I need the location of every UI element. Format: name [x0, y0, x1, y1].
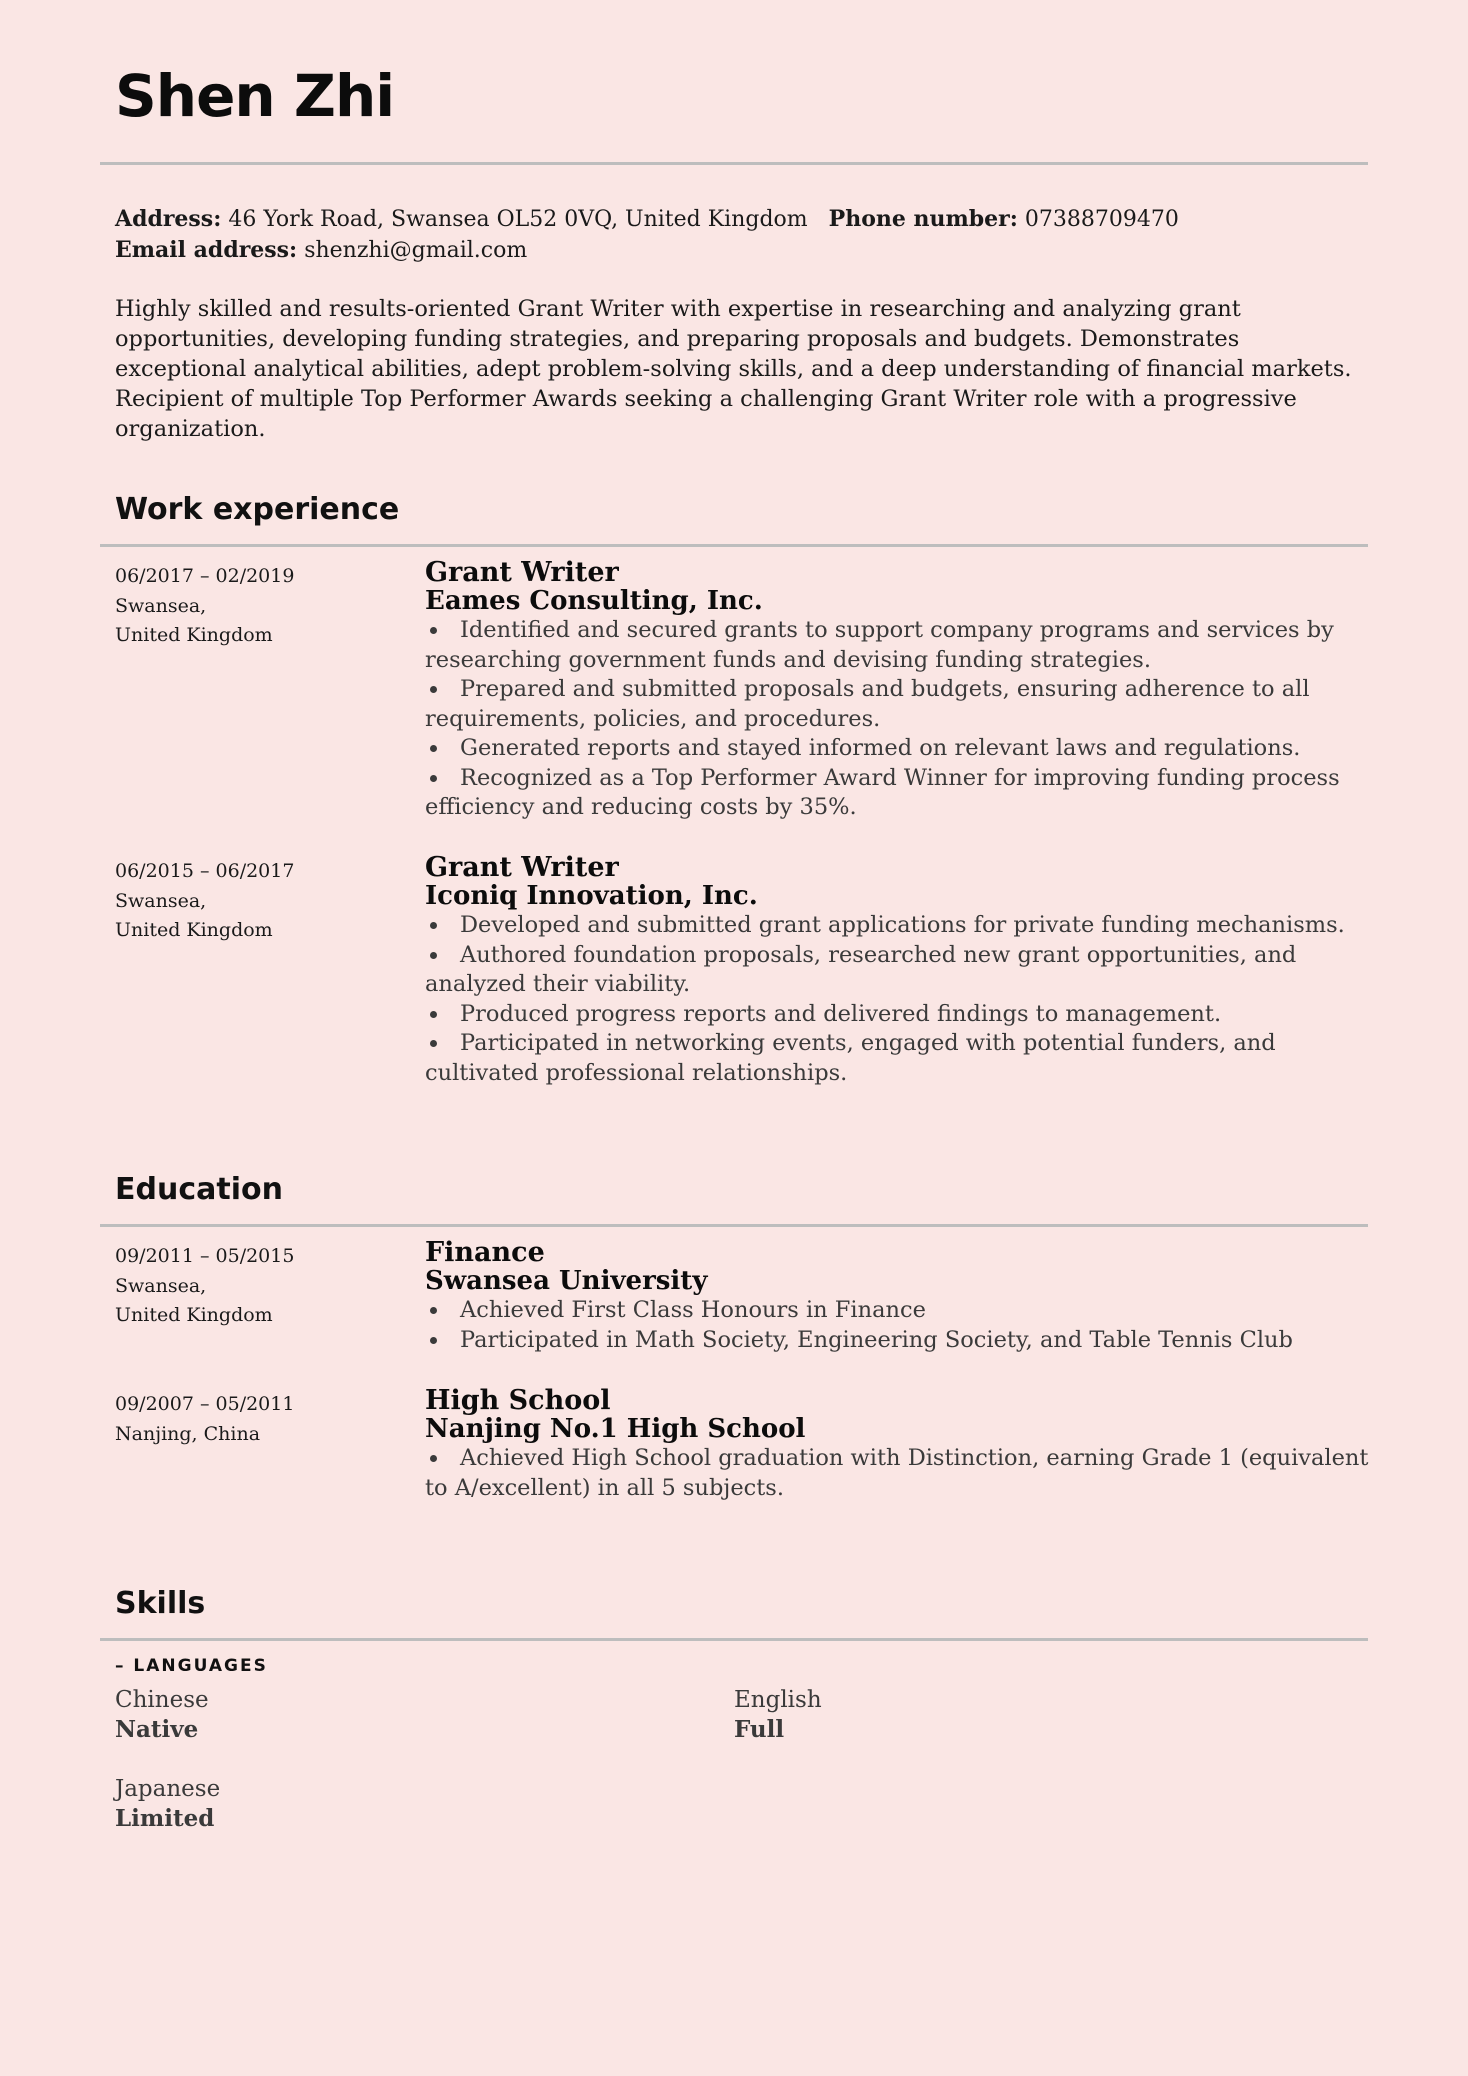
employer-name: Iconiq Innovation, Inc. — [425, 881, 758, 911]
list-item: Generated reports and stayed informed on relevant laws and regulations. — [425, 734, 1370, 764]
achievement-list — [425, 1296, 1370, 1355]
degree-title: Finance — [425, 1237, 545, 1268]
entry-meta — [115, 1390, 415, 1449]
entry-city: Swansea, — [115, 889, 207, 912]
entry-body — [425, 853, 1370, 1088]
section-title-skills: Skills — [115, 1586, 206, 1621]
entry-meta — [115, 857, 415, 946]
contact-block — [115, 204, 1365, 266]
phone-value: 07388709470 — [1024, 207, 1179, 232]
entry-city: Swansea, — [115, 1274, 207, 1297]
job-title: Grant Writer — [425, 557, 619, 588]
language-level: Limited — [115, 1805, 215, 1832]
section-title-education: Education — [115, 1172, 283, 1207]
list-item: Produced progress reports and delivered findings to management. — [425, 1000, 1370, 1030]
language-skill — [734, 1685, 822, 1745]
entry-country: United Kingdom — [115, 919, 273, 941]
institution-name: Swansea University — [425, 1266, 708, 1296]
email-value: shenzhi@gmail.com — [304, 238, 528, 263]
list-item: Developed and submitted grant applications for private funding mechanisms. — [425, 911, 1370, 941]
professional-summary: Highly skilled and results-oriented Grant Writer with expertise in researching and analyzing grant opportunities, developing funding strategies, and preparing proposals and budgets. Demonstrates exceptional analytical abilities, adept problem-solving skills, and a deep understanding of financial markets. Recipient of multiple Top Performer Awards seeking a challenging Grant Writer role with a progressive organization. — [115, 296, 1352, 442]
list-item: Achieved High School graduation with Distinction, earning Grade 1 (equivalent to A/excellent) in all 5 subjects. — [425, 1444, 1370, 1503]
employer-name: Eames Consulting, Inc. — [425, 586, 763, 616]
institution-name: Nanjing No.1 High School — [425, 1414, 806, 1444]
list-item: Identified and secured grants to support company programs and services by researching government funds and devising funding strategies. — [425, 616, 1370, 675]
entry-dates: 09/2011 – 05/2015 — [115, 1245, 295, 1267]
email-label: Email address: — [115, 237, 298, 263]
list-item: Achieved First Class Honours in Finance — [425, 1296, 1370, 1326]
entry-country: United Kingdom — [115, 624, 273, 646]
language-name: Chinese — [115, 1687, 209, 1713]
list-item: Authored foundation proposals, researched new grant opportunities, and analyzed their viability. — [425, 941, 1370, 1000]
language-name: English — [734, 1687, 822, 1713]
entry-dates: 06/2017 – 02/2019 — [115, 565, 295, 587]
entry-body — [425, 1386, 1370, 1503]
language-skill — [115, 1774, 220, 1834]
header-divider — [100, 162, 1368, 165]
achievement-list — [425, 616, 1370, 823]
language-skill — [115, 1685, 209, 1745]
job-title: Grant Writer — [425, 852, 619, 883]
skill-category-languages: – LANGUAGES — [115, 1656, 268, 1676]
contact-line-2 — [115, 235, 1365, 266]
language-level: Full — [734, 1716, 785, 1743]
degree-title: High School — [425, 1385, 611, 1416]
contact-line-1 — [115, 204, 1365, 235]
entry-body — [425, 1238, 1370, 1355]
address-label: Address: — [115, 206, 222, 232]
language-level: Native — [115, 1716, 199, 1743]
entry-body — [425, 558, 1370, 823]
phone-label: Phone number: — [828, 206, 1018, 232]
work-divider — [100, 544, 1368, 547]
candidate-name: Shen Zhi — [115, 62, 395, 130]
section-title-work-experience: Work experience — [115, 492, 400, 527]
list-item: Participated in networking events, engaged with potential funders, and cultivated professional relationships. — [425, 1029, 1370, 1088]
education-divider — [100, 1224, 1368, 1227]
address-value: 46 York Road, Swansea OL52 0VQ, United Kingdom — [228, 207, 808, 232]
entry-city: Nanjing, China — [115, 1422, 261, 1445]
entry-dates: 09/2007 – 05/2011 — [115, 1393, 295, 1415]
entry-meta — [115, 1242, 415, 1331]
list-item: Recognized as a Top Performer Award Winner for improving funding process efficiency and reducing costs by 35%. — [425, 764, 1370, 823]
entry-dates: 06/2015 – 06/2017 — [115, 860, 295, 882]
list-item: Prepared and submitted proposals and budgets, ensuring adherence to all requirements, policies, and procedures. — [425, 675, 1370, 734]
achievement-list — [425, 1444, 1370, 1503]
list-item: Participated in Math Society, Engineering Society, and Table Tennis Club — [425, 1326, 1370, 1356]
achievement-list — [425, 911, 1370, 1088]
entry-meta — [115, 562, 415, 651]
language-name: Japanese — [115, 1776, 221, 1802]
skills-divider — [100, 1638, 1368, 1641]
entry-city: Swansea, — [115, 594, 207, 617]
entry-country: United Kingdom — [115, 1304, 273, 1326]
